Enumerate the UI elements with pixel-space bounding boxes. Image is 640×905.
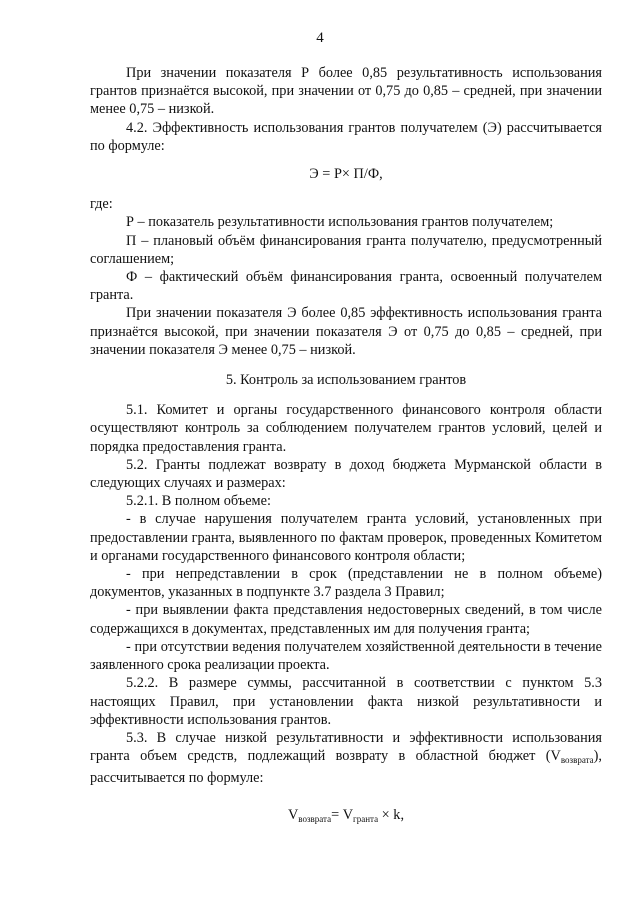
paragraph-efficiency-levels: При значении показателя Э более 0,85 эффективность использования гранта признаётся высокой, при значении показателя Э от 0,75 до 0,85 – средней, при значении показателя Э менее 0,75 – низкой. xyxy=(90,305,602,358)
definition-f: Ф – фактический объём финансирования гранта, освоенный получателем гранта. xyxy=(90,269,602,304)
bullet-no-activity: - при отсутствии ведения получателем хозяйственной деятельности в течение заявленного срока реализации проекта. xyxy=(90,638,602,674)
paragraph-5-3-text: 5.3. В случае низкой результативности и эффективности использования гранта объем средств, подлежащий возврату в областной бюджет ( xyxy=(90,729,602,765)
definition-r: Р – показатель результативности использования грантов получателем; xyxy=(126,214,554,231)
page-number: 4 xyxy=(316,30,324,46)
formula-sub-grant: гранта xyxy=(353,813,379,824)
bullet-non-submission: - при непредставлении в срок (представлении не в полном объеме) документов, указанных в подпункте 3.7 раздела 3 Правил; xyxy=(90,566,602,601)
formula-tail: × k, xyxy=(378,806,405,823)
paragraph-5-2: 5.2. Гранты подлежат возврату в доход бюджета Мурманской области в следующих случаях и размерах: xyxy=(90,456,602,492)
formula-v: V xyxy=(287,806,299,823)
paragraph-5-1: 5.1. Комитет и органы государственного финансового контроля области осуществляют контроль за соблюдением получателем грантов условий, целей и порядка предоставления гранта. xyxy=(90,402,602,455)
formula-return xyxy=(90,806,602,828)
paragraph-5-2-1: 5.2.1. В полном объеме: xyxy=(126,493,271,510)
paragraph-4-2: 4.2. Эффективность использования грантов получателем (Э) рассчитывается по формуле: xyxy=(90,119,602,154)
v-symbol: V xyxy=(550,748,561,765)
bullet-violation: - в случае нарушения получателем гранта условий, установленных при предоставлении гранта, выявленного по фактам проверок, проведенных Комитетом и органами государственного финансового контроля области; xyxy=(90,511,602,564)
paragraph-5-3-end: ), рассчитывается по формуле: xyxy=(90,748,602,787)
v-subscript: возврата xyxy=(560,755,594,766)
formula-sub-return: возврата xyxy=(298,813,332,824)
paragraph-result-levels: При значении показателя Р более 0,85 результативность использования грантов признаётся высокой, при значении от 0,75 до 0,85 – средней, при значении менее 0,75 – низкой. xyxy=(90,65,602,118)
section-5-title: 5. Контроль за использованием грантов xyxy=(225,372,467,389)
formula-efficiency: Э = Р× П/Ф, xyxy=(309,166,383,183)
paragraph-5-3 xyxy=(90,729,602,788)
where-label: где: xyxy=(90,196,113,213)
bullet-false-info: - при выявлении факта представления недостоверных сведений, в том числе содержащихся в документах, представленных им для получения гранта; xyxy=(90,602,602,637)
definition-p: П – плановый объём финансирования гранта получателю, предусмотренный соглашением; xyxy=(90,232,602,267)
formula-eq: = V xyxy=(331,806,354,823)
paragraph-5-2-2: 5.2.2. В размере суммы, рассчитанной в соответствии с пунктом 5.3 настоящих Правил, при установлении факта низкой результативности и эффективности использования грантов. xyxy=(90,675,602,728)
page-content xyxy=(90,64,602,840)
